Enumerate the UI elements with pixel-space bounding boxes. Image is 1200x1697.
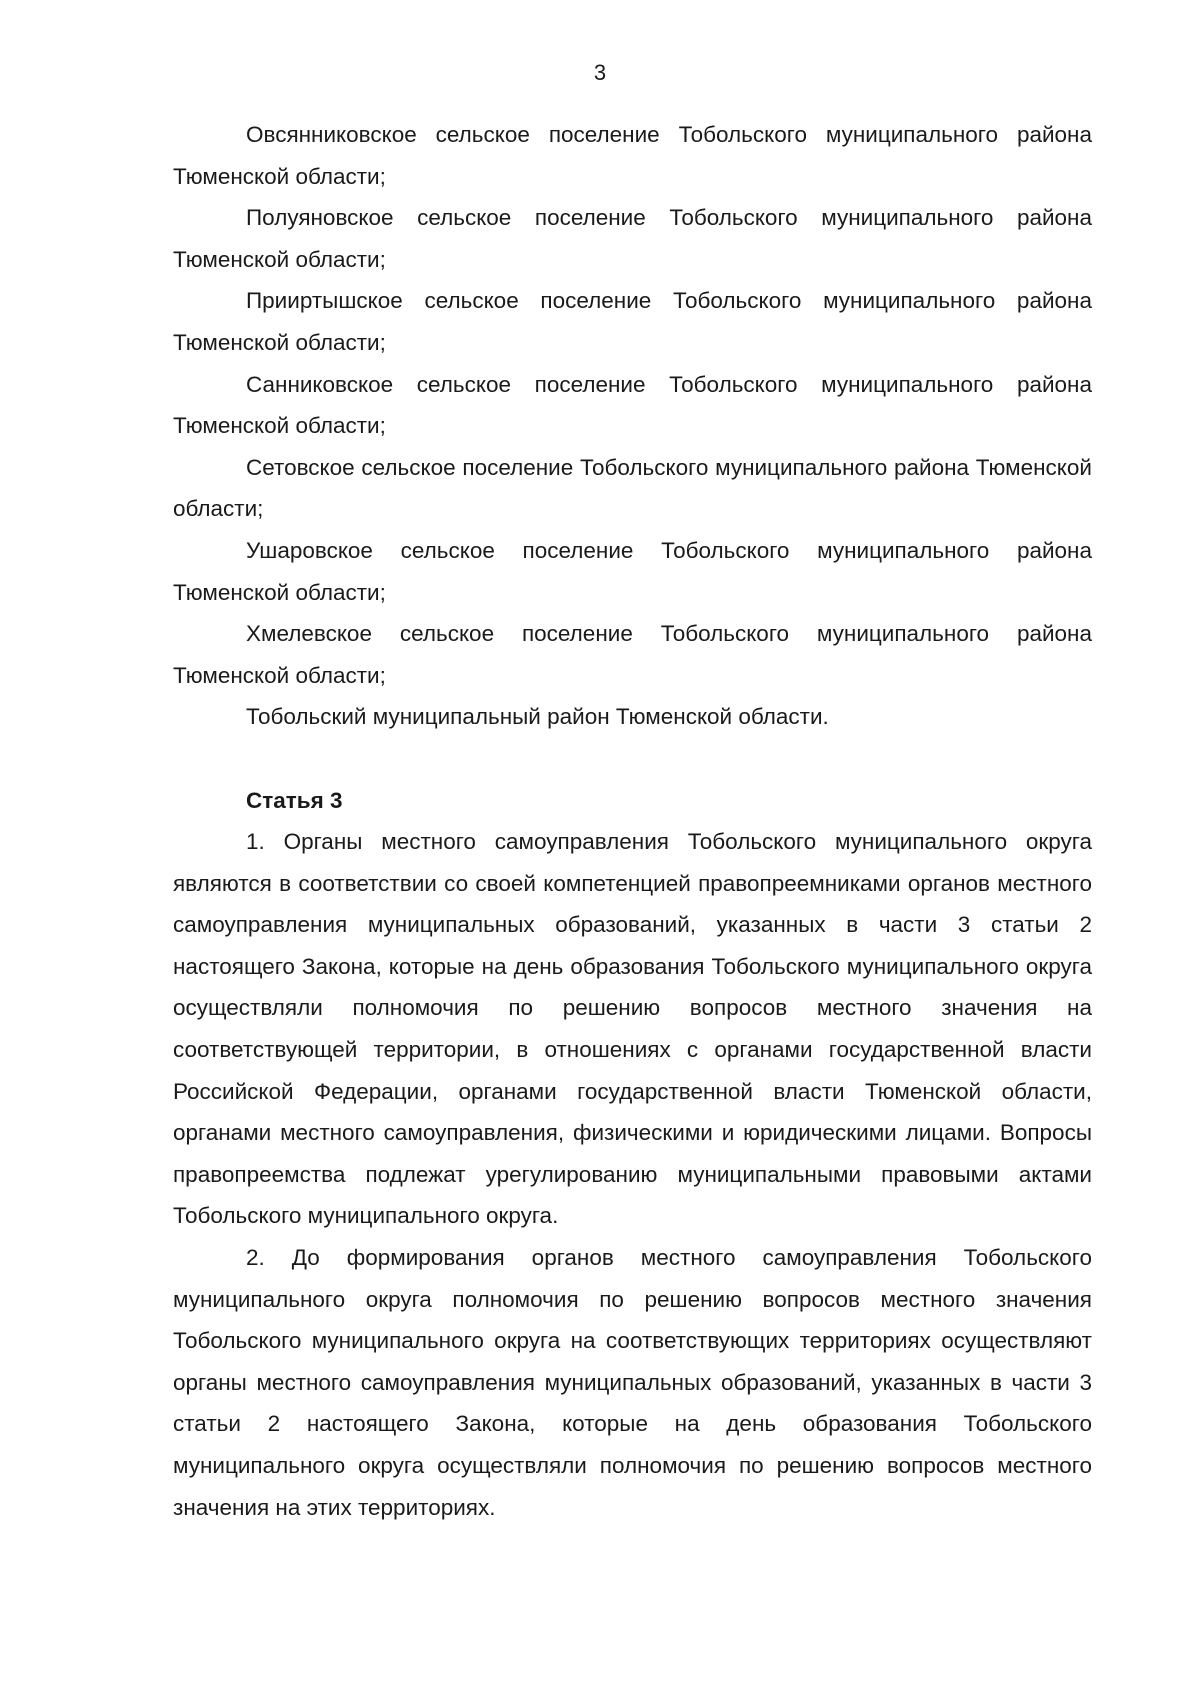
settlement-item-setovskoe: Сетовское сельское поселение Тобольского муниципального района Тюменской области; bbox=[173, 454, 1092, 522]
settlement-item-usharovskoe: Ушаровское сельское поселение Тобольского муниципального района Тюменской области; bbox=[173, 537, 1092, 605]
article-heading: Статья 3 bbox=[246, 787, 343, 813]
settlement-item-ovsyannikovskoe: Овсянниковское сельское поселение Тобольского муниципального района Тюменской области; bbox=[173, 122, 1092, 189]
settlement-item-tobolsk-district: Тобольский муниципальный район Тюменской области. bbox=[246, 704, 829, 730]
settlement-item-priirtyshskoe: Прииртышское сельское поселение Тобольского муниципального района Тюменской области; bbox=[173, 288, 1092, 355]
article-paragraph-1: 1. Органы местного самоуправления Тобольского муниципального округа являются в соответствии со своей компетенцией правопреемниками органов местного самоуправления муниципальных образований, указанных в части 3 статьи 2 настоящего Закона, которые на день образования Тобольского муниципального округа осуществляли полномочия по решению вопросов местного значения на соответствующей территории, в отношениях с органами государственной власти Российской Федерации, органами государственной власти Тюменской области, органами местного самоуправления, физическими и юридическими лицами. Вопросы правопреемства подлежат урегулированию муниципальными правовыми актами Тобольского муниципального округа. bbox=[173, 829, 1092, 1229]
page-number: 3 bbox=[593, 60, 607, 85]
article-3 bbox=[173, 780, 1092, 1529]
settlement-item-poluyanovskoe: Полуяновское сельское поселение Тобольского муниципального района Тюменской области; bbox=[173, 205, 1092, 272]
article-paragraph-2: 2. До формирования органов местного самоуправления Тобольского муниципального округа полномочия по решению вопросов местного значения Тобольского муниципального округа на соответствующих территориях осуществляют органы местного самоуправления муниципальных образований, указанных в части 3 статьи 2 настоящего Закона, которые на день образования Тобольского муниципального округа осуществляли полномочия по решению вопросов местного значения на этих территориях. bbox=[173, 1245, 1092, 1520]
section-spacer bbox=[173, 738, 1092, 780]
settlement-item-sannikovskoe: Санниковское сельское поселение Тобольского муниципального района Тюменской области; bbox=[173, 371, 1092, 439]
document-body bbox=[173, 114, 1092, 1528]
settlement-list bbox=[173, 114, 1092, 738]
settlement-item-khmelevskoe: Хмелевское сельское поселение Тобольского муниципального района Тюменской области; bbox=[173, 621, 1092, 688]
